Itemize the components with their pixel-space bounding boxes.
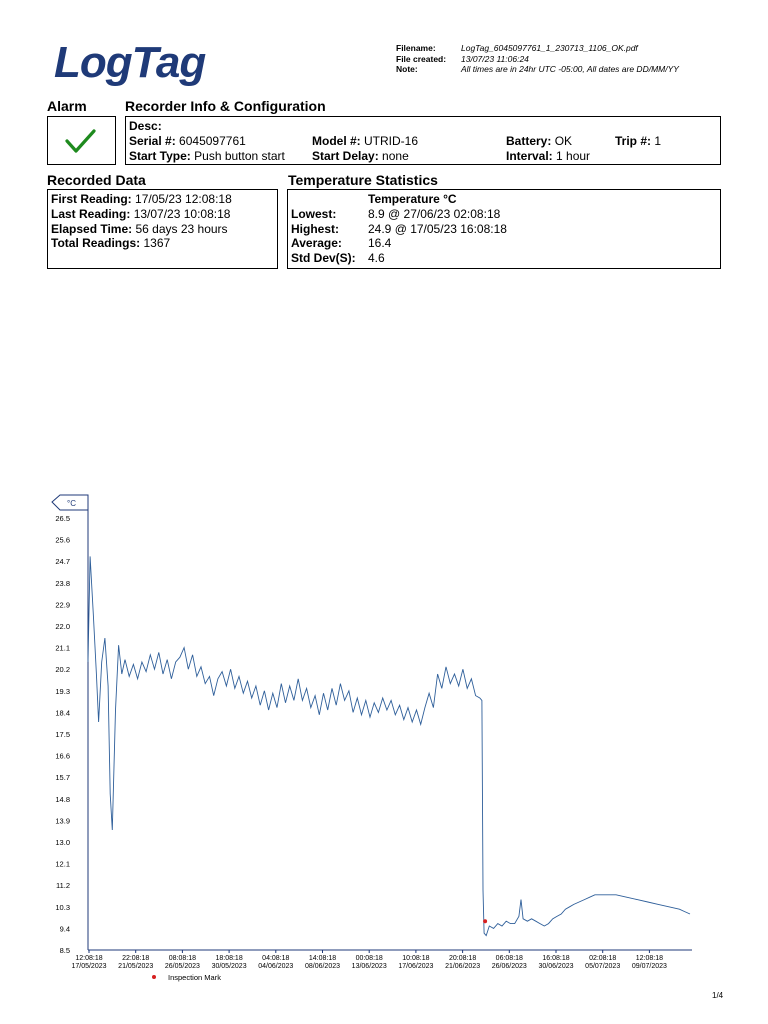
x-tick-time: 12:08:18 — [75, 955, 103, 962]
serial-value: 6045097761 — [179, 134, 246, 148]
fileinfo-label: Note: — [396, 64, 418, 74]
y-tick-label: 19.3 — [55, 686, 70, 696]
y-tick-label: 24.7 — [55, 557, 70, 567]
serial-label: Serial #: — [129, 134, 176, 148]
legend-label: Inspection Mark — [168, 973, 221, 982]
average-value: 16.4 — [368, 236, 392, 250]
model-label: Model #: — [312, 134, 361, 148]
y-tick-label: 22.0 — [55, 622, 70, 631]
checkmark-icon — [48, 117, 115, 164]
x-tick-date: 04/06/2023 — [258, 963, 294, 970]
trip-field — [615, 134, 661, 148]
trip-value: 1 — [654, 134, 662, 148]
start-delay-value: none — [382, 149, 409, 163]
highest-value: 24.9 @ 17/05/23 16:08:18 — [368, 222, 507, 236]
x-tick-date: 17/06/2023 — [398, 963, 434, 970]
recorded-heading: Recorded Data — [47, 172, 146, 188]
y-tick-label: 8.5 — [59, 946, 70, 955]
y-tick-label: 20.2 — [55, 665, 70, 675]
total-readings-label: Total Readings: — [51, 236, 141, 250]
x-tick-time: 20:08:18 — [448, 955, 477, 962]
x-tick-time: 00:08:18 — [355, 955, 383, 962]
fileinfo-label: File created: — [396, 53, 447, 64]
y-tick-label: 21.1 — [55, 643, 70, 653]
x-tick-time: 10:08:18 — [402, 955, 430, 962]
elapsed-field — [51, 222, 228, 236]
y-tick-label: 22.9 — [55, 600, 70, 610]
model-field — [312, 134, 418, 148]
x-tick-time: 22:08:18 — [122, 955, 150, 962]
legend-marker — [152, 975, 156, 979]
start-type-label: Start Type: — [129, 149, 191, 163]
highest-label: Highest: — [291, 222, 339, 236]
start-type-field — [129, 149, 285, 163]
y-tick-label: 14.8 — [55, 794, 70, 804]
x-tick-time: 08:08:18 — [168, 955, 197, 962]
alarm-heading: Alarm — [47, 98, 87, 114]
x-tick-time: 14:08:18 — [308, 955, 337, 962]
temperature-series-line — [88, 556, 690, 935]
y-tick-label: 13.9 — [55, 816, 70, 826]
battery-label: Battery: — [506, 134, 552, 148]
total-readings-value: 1367 — [143, 236, 171, 250]
average-label: Average: — [291, 236, 342, 250]
first-reading-field — [51, 192, 232, 206]
y-tick-label: 23.8 — [55, 578, 70, 588]
x-tick-date: 26/05/2023 — [164, 963, 200, 970]
x-tick-time: 16:08:18 — [542, 955, 570, 962]
y-tick-label: 11.2 — [55, 881, 70, 891]
y-tick-label: 25.6 — [55, 535, 70, 545]
x-tick-date: 26/06/2023 — [491, 963, 527, 970]
file-info — [396, 43, 679, 75]
x-tick-date: 17/05/2023 — [71, 963, 107, 970]
x-tick-time: 04:08:18 — [262, 955, 290, 962]
logtag-logo: LogTag — [54, 38, 206, 87]
lowest-value: 8.9 @ 27/06/23 02:08:18 — [368, 207, 501, 221]
y-tick-label: 26.5 — [55, 514, 70, 523]
page-number: 1/4 — [712, 991, 724, 1000]
alarm-box — [47, 116, 116, 165]
desc-label: Desc: — [129, 119, 162, 133]
std-dev-value: 4.6 — [368, 251, 385, 265]
interval-label: Interval: — [506, 149, 553, 163]
x-tick-time: 06:08:18 — [495, 955, 523, 962]
x-tick-date: 30/05/2023 — [211, 963, 247, 970]
model-value: UTRID-16 — [364, 134, 419, 148]
fileinfo-value: 13/07/23 11:06:24 — [461, 53, 529, 64]
battery-value: OK — [554, 134, 573, 148]
x-tick-date: 30/06/2023 — [538, 963, 574, 970]
serial-field — [129, 134, 246, 148]
x-tick-date: 08/06/2023 — [304, 963, 341, 970]
elapsed-label: Elapsed Time: — [51, 222, 133, 236]
start-type-value: Push button start — [194, 149, 285, 163]
y-tick-label: 9.4 — [59, 924, 70, 934]
interval-field — [506, 149, 590, 163]
std-dev-label: Std Dev(S): — [291, 251, 356, 265]
elapsed-value: 56 days 23 hours — [135, 222, 228, 236]
fileinfo-value: All times are in 24hr UTC -05:00, All dates are DD/MM/YY — [461, 64, 679, 74]
last-reading-field — [51, 207, 230, 221]
y-tick-label: 18.4 — [55, 708, 70, 718]
fileinfo-value: LogTag_6045097761_1_230713_1106_OK.pdf — [461, 43, 638, 53]
recorder-heading: Recorder Info & Configuration — [125, 98, 326, 114]
x-tick-time: 12:08:18 — [635, 955, 664, 962]
x-tick-date: 05/07/2023 — [585, 963, 621, 970]
interval-value: 1 hour — [556, 149, 591, 163]
x-tick-date: 09/07/2023 — [631, 963, 667, 970]
stats-heading: Temperature Statistics — [288, 172, 438, 188]
y-tick-label: 15.7 — [55, 773, 70, 783]
y-tick-label: 16.6 — [55, 751, 70, 761]
start-delay-label: Start Delay: — [312, 149, 379, 163]
fileinfo-label: Filename: — [396, 43, 436, 53]
y-tick-label: 10.3 — [55, 902, 70, 912]
stats-column-header: Temperature °C — [368, 192, 457, 206]
y-tick-label: 13.0 — [55, 838, 70, 847]
temperature-chart — [0, 490, 768, 990]
unit-label: °C — [67, 499, 76, 508]
trip-label: Trip #: — [615, 134, 652, 148]
x-tick-date: 21/05/2023 — [118, 963, 154, 970]
y-tick-label: 17.5 — [55, 730, 70, 739]
unit-tag — [52, 495, 88, 510]
last-reading-label: Last Reading: — [51, 207, 131, 221]
inspection-mark — [483, 919, 487, 923]
x-tick-date: 13/06/2023 — [351, 963, 387, 970]
first-reading-value: 17/05/23 12:08:18 — [135, 192, 232, 206]
first-reading-label: First Reading: — [51, 192, 132, 206]
start-delay-field — [312, 149, 409, 163]
x-tick-date: 21/06/2023 — [445, 963, 481, 970]
y-tick-label: 12.1 — [55, 859, 70, 869]
last-reading-value: 13/07/23 10:08:18 — [133, 207, 231, 221]
x-tick-time: 02:08:18 — [589, 955, 617, 962]
total-readings-field — [51, 236, 170, 250]
battery-field — [506, 134, 572, 148]
lowest-label: Lowest: — [291, 207, 337, 221]
x-tick-time: 18:08:18 — [215, 955, 243, 962]
